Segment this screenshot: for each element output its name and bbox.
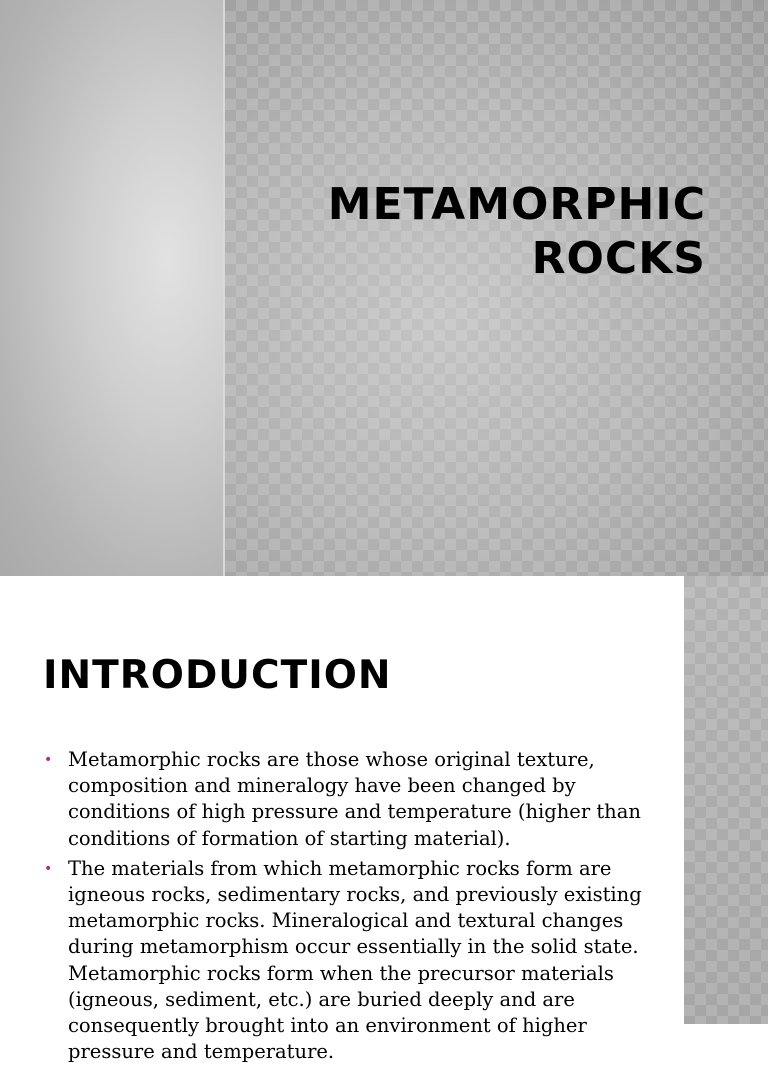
introduction-slide	[0, 576, 768, 1064]
title-slide-left-panel	[0, 0, 223, 576]
bullet-text: Metamorphic rocks are those whose original texture, composition and mineralogy have been changed by conditions of high pressure and temperature (higher than conditions of formation of starting material).	[68, 748, 641, 850]
slide-title-line-2: ROCKS	[531, 233, 706, 284]
slide-title	[246, 178, 706, 286]
introduction-heading: INTRODUCTION	[43, 653, 392, 698]
bullet-point-icon: •	[44, 752, 53, 768]
bullet-list	[43, 747, 643, 1069]
bullet-text: The materials from which metamorphic rocks form are igneous rocks, sedimentary rocks, and previously existing metamorphic rocks. Mineralogical and textural changes during metamorphism occur essentially in the solid state. Metamorphic rocks form when the precursor materials (igneous, sediment, etc.) are buried deeply and are consequently brought into an environment of higher pressure and temperature.	[68, 856, 642, 1064]
title-slide-patterned-panel	[225, 0, 768, 576]
slide-title-line-1: METAMORPHIC	[327, 179, 706, 230]
bullet-point-icon: •	[44, 860, 53, 877]
introduction-side-stripe	[684, 576, 768, 1024]
bullet-item	[43, 747, 643, 852]
bullet-item	[43, 856, 643, 1066]
